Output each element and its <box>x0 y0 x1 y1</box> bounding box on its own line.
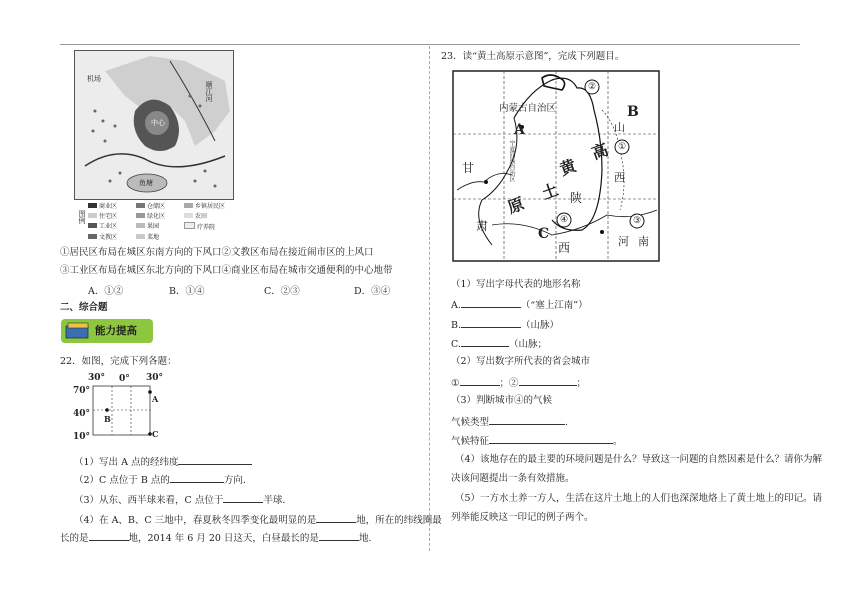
region-henan-2: 南 <box>638 235 649 248</box>
point-a-label: A <box>152 394 159 404</box>
number-2: ② <box>588 82 597 92</box>
answer-blank[interactable] <box>178 454 252 465</box>
q23-climate-feature: 气候特征 。 <box>451 433 623 448</box>
q23-sub3: （3）判断城市④的气候 <box>451 395 553 406</box>
grid-lon-label: 30° <box>146 373 164 383</box>
answer-blank[interactable] <box>319 530 359 541</box>
number-3: ③ <box>633 216 642 226</box>
region-ningxia: 宁夏回族自治区 <box>508 140 515 182</box>
q22-sub1: （1）写出 A 点的经纬度 <box>74 454 252 469</box>
legend-item: 农田 <box>184 212 232 222</box>
answer-blank[interactable] <box>519 375 577 386</box>
number-4: ④ <box>560 215 569 225</box>
banner-label: 能力提高 <box>95 325 137 337</box>
q21-choice-d[interactable]: D．③④ <box>354 286 391 297</box>
legend-item: 商业区 <box>88 202 136 212</box>
q22-sub3: （3）从东、西半球来看，C 点位于 半球. <box>74 492 285 507</box>
answer-blank[interactable] <box>170 472 224 483</box>
q21-choice-b[interactable]: B．①④ <box>169 286 205 297</box>
region-shaanxi-2: 西 <box>558 241 571 255</box>
answer-blank[interactable] <box>460 375 500 386</box>
region-henan-1: 河 <box>618 235 629 248</box>
loess-map-graphic <box>452 70 660 262</box>
airport-label: 机场 <box>87 75 101 83</box>
legend-item: 疗养院 <box>184 222 232 233</box>
q23-sub4-line2: 决该问题提出一条有效措施。 <box>451 473 575 484</box>
q22-sub2: （2）C 点位于 B 点的 方向. <box>74 472 246 487</box>
q23-sub1: （1）写出字母代表的地形名称 <box>451 279 581 290</box>
header-rule <box>60 44 800 45</box>
legend-item: 工业区 <box>88 222 136 233</box>
answer-blank[interactable] <box>461 336 509 347</box>
answer-blank[interactable] <box>489 414 565 425</box>
q23-stem: 23．读“黄土高原示意图”，完成下列题目。 <box>441 51 625 62</box>
grid-lat-label: 70° <box>73 386 91 396</box>
book-icon <box>64 320 92 342</box>
q23-answer-a: A. （“塞上江南”） <box>451 297 588 312</box>
answer-blank[interactable] <box>461 317 521 328</box>
q23-answer-b: B. （山脉） <box>451 317 559 332</box>
center-label: 中心 <box>151 119 165 127</box>
region-inner-mongolia: 内蒙古自治区 <box>499 103 557 114</box>
grid-lon-label: 30° <box>88 373 106 383</box>
answer-blank[interactable] <box>316 512 356 523</box>
q23-sub4-line1: （4）该地存在的最主要的环境问题是什么？导致这一问题的自然因素是什么？请你为解 <box>455 454 823 465</box>
plateau-char-4: 原 <box>505 193 527 218</box>
q22-sub4: （4）在 A、B、C 三地中，春夏秋冬四季变化最明显的是 地，所在的纬线圈最 <box>74 512 442 527</box>
q23-sub2: （2）写出数字所代表的省会城市 <box>451 356 591 367</box>
city-zoning-map <box>74 50 234 200</box>
letter-c: C <box>538 226 550 242</box>
answer-blank[interactable] <box>489 433 613 444</box>
q22-stem: 22．如图，完成下列各题： <box>60 356 177 367</box>
letter-a: A <box>514 122 525 138</box>
legend-item: 绿化区 <box>136 212 184 222</box>
fish-pond-label: 鱼塘 <box>139 179 153 187</box>
legend-item: 菜地 <box>136 233 184 243</box>
legend-item: 文教区 <box>88 233 136 243</box>
q23-sub5-line1: （5）一方水土养一方人，生活在这片土地上的人们也深深地烙上了黄土地上的印记。请 <box>455 493 823 504</box>
answer-blank[interactable] <box>89 530 129 541</box>
legend-title: 图例 <box>78 210 86 224</box>
region-gansu-1: 甘 <box>462 161 475 175</box>
plateau-char-2: 土 <box>539 179 561 204</box>
loess-plateau-map <box>452 70 660 262</box>
river-label: 顺江河 <box>205 81 213 102</box>
number-1: ① <box>618 142 627 152</box>
grid-lat-label: 10° <box>73 432 91 442</box>
grid-lon-label: 0° <box>119 374 130 384</box>
plateau-char-3: 高 <box>589 139 611 164</box>
legend-item: 住宅区 <box>88 212 136 222</box>
grid-lines <box>92 385 152 437</box>
q21-choice-a[interactable]: A．①② <box>88 286 124 297</box>
answer-blank[interactable] <box>223 492 263 503</box>
q21-option-line1: ①居民区布局在城区东南方向的下风口②文教区布局在接近闹市区的上风口 <box>60 247 374 258</box>
letter-b: B <box>627 104 639 120</box>
lat-lon-grid <box>92 385 152 437</box>
q23-climate-type: 气候类型 . <box>451 414 568 429</box>
section-title: 二、综合题 <box>60 302 108 313</box>
city-map-legend <box>74 200 232 242</box>
ability-banner <box>61 319 153 343</box>
region-gansu-2: 肃 <box>476 219 489 233</box>
plateau-char-1: 黄 <box>557 155 579 180</box>
q21-option-line2: ③工业区布局在城区东北方向的下风口④商业区布局在城市交通便利的中心地带 <box>60 265 393 276</box>
legend-item: 乡镇居民区 <box>184 202 232 212</box>
point-c-label: C <box>152 429 159 439</box>
q23-sub5-line2: 列举能反映这一印记的例子两个。 <box>451 512 594 523</box>
region-shanxi-1: 山 <box>614 121 625 134</box>
region-shaanxi-1: 陕 <box>570 191 583 205</box>
region-shanxi-2: 西 <box>614 171 625 184</box>
answer-blank[interactable] <box>461 297 521 308</box>
column-divider <box>429 46 430 551</box>
q21-choice-c[interactable]: C．②③ <box>264 286 300 297</box>
q23-sub2-answers: ① ；② ； <box>451 375 586 390</box>
q22-sub4-line2: 长的是 地，2014 年 6 月 20 日这天，白昼最长的是 地. <box>60 530 371 545</box>
legend-item: 果园 <box>136 222 184 233</box>
grid-lat-label: 40° <box>73 409 91 419</box>
q23-answer-c: C. （山脉； <box>451 336 547 351</box>
legend-item: 仓储区 <box>136 202 184 212</box>
point-b-label: B <box>104 414 111 424</box>
